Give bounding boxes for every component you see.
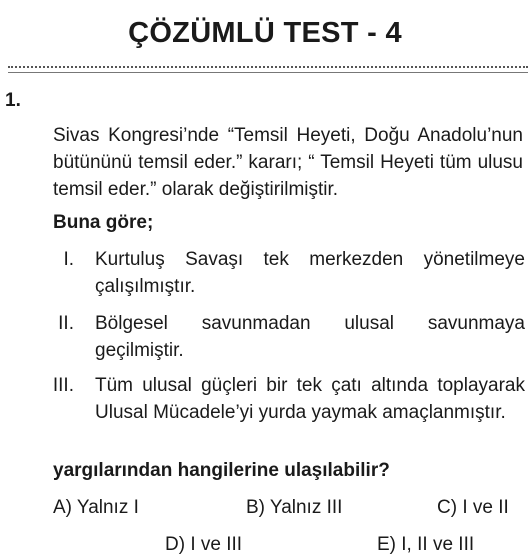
answer-option-e[interactable]: E) I, II ve III [377, 534, 475, 555]
question-stem: Sivas Kongresi’nde “Temsil Heyeti, Doğu Anadolu’nun bütününü temsil eder.” kararı; “ Temsil Heyeti tüm ulusu temsil eder.” olarak değiştirilmiştir. [53, 125, 523, 200]
title-divider-dotted [8, 66, 528, 68]
statement-roman-numeral: I. [63, 249, 74, 270]
question-lead: Buna göre; [53, 212, 154, 233]
answer-option-b[interactable]: B) Yalnız III [246, 497, 343, 518]
statement-text: Bölgesel savunmadan ulusal savunmaya geçilmiştir. [95, 313, 525, 361]
answer-option-c[interactable]: C) I ve II [437, 497, 509, 518]
title-divider-line [8, 72, 528, 73]
statement-roman-numeral: II. [58, 313, 74, 334]
question-prompt: yargılarından hangilerine ulaşılabilir? [53, 460, 390, 481]
question-number: 1. [5, 90, 21, 111]
statement-roman-numeral: III. [52, 375, 74, 396]
statement-text: Kurtuluş Savaşı tek merkezden yönetilmeye çalışılmıştır. [95, 249, 525, 297]
answer-option-a[interactable]: A) Yalnız I [53, 497, 139, 518]
answer-option-d[interactable]: D) I ve III [165, 534, 243, 555]
statement-text: Tüm ulusal güçleri bir tek çatı altında toplayarak Ulusal Mücadele’yi yurda yaymak amaçlanmıştır. [95, 375, 525, 423]
page-title: ÇÖZÜMLÜ TEST - 4 [128, 17, 402, 49]
